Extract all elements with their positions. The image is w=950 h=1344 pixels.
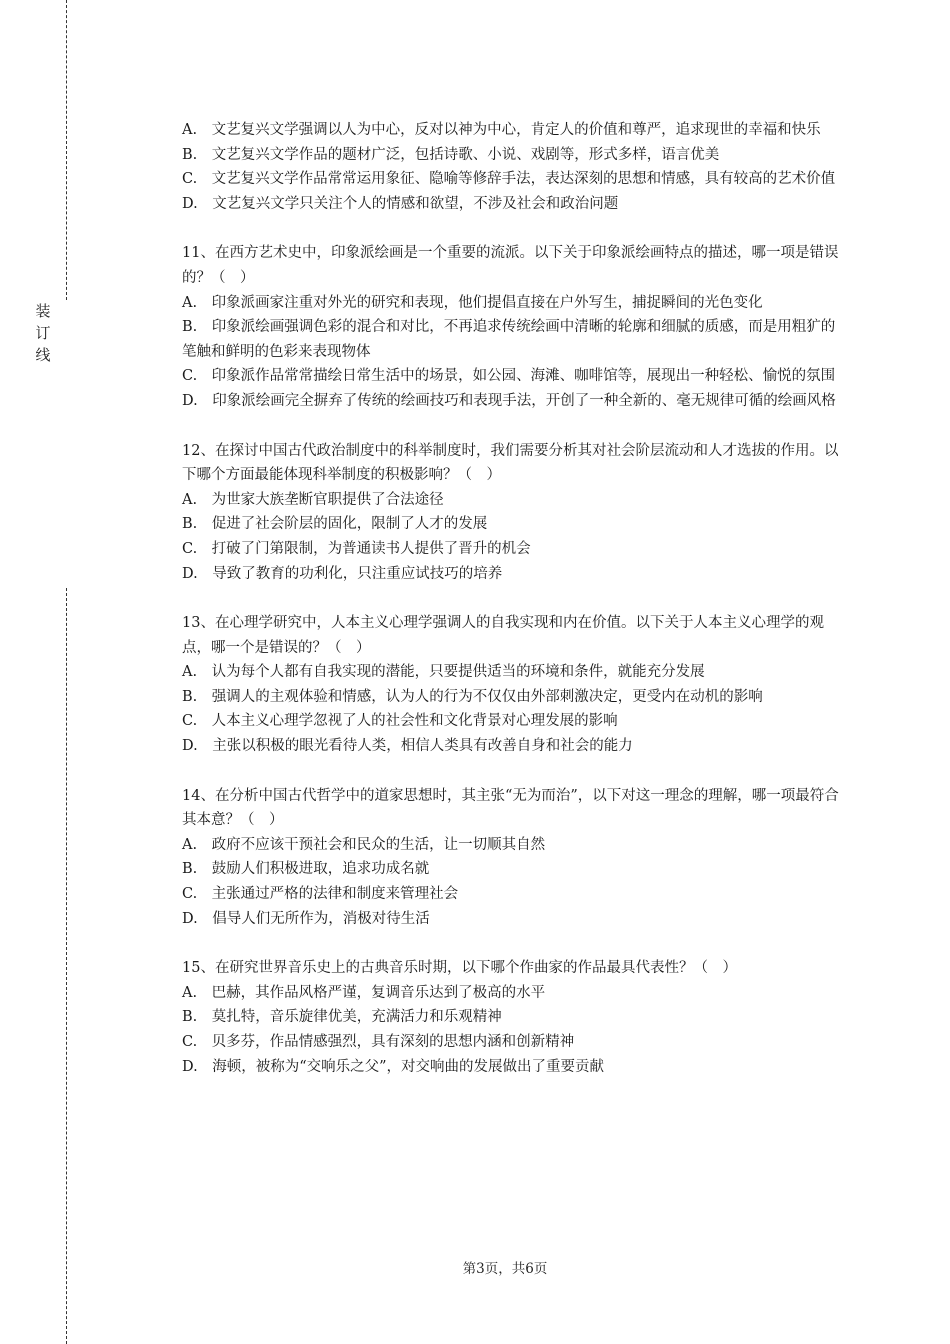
option-b: B. 文艺复兴文学作品的题材广泛，包括诗歌、小说、戏剧等，形式多样，语言优美 xyxy=(182,146,720,163)
option-b: B. 鼓励人们积极进取，追求功成名就 xyxy=(182,861,430,878)
option-b: B. 促进了社会阶层的固化，限制了人才的发展 xyxy=(182,516,488,533)
option-c: C. 印象派作品常常描绘日常生活中的场景，如公园、海滩、咖啡馆等，展现出一种轻松、愉悦的氛围 xyxy=(182,368,836,385)
option-c: C. 贝多芬，作品情感强烈，具有深刻的思想内涵和创新精神 xyxy=(182,1034,575,1050)
question-stem: 12、在探讨中国古代政治制度中的科举制度时，我们需要分析其对社会阶层流动和人才选拔的作用。以下哪个方面最能体现科举制度的积极影响？（ ） xyxy=(182,442,839,484)
option-d: D. 海顿，被称为“交响乐之父”，对交响曲的发展做出了重要贡献 xyxy=(182,1058,605,1075)
option-d: D. 文艺复兴文学只关注个人的情感和欲望，不涉及社会和政治问题 xyxy=(182,195,619,212)
question-12 xyxy=(182,439,847,587)
option-b: B. 强调人的主观体验和情感，认为人的行为不仅仅由外部刺激决定，更受内在动机的影响 xyxy=(182,688,763,705)
binding-label-char: 装 xyxy=(35,302,51,320)
option-b: B. 印象派绘画强调色彩的混合和对比，不再追求传统绘画中清晰的轮廓和细腻的质感，而是用粗犷的笔触和鲜明的色彩来表现物体 xyxy=(182,319,836,360)
option-a: A. 巴赫，其作品风格严谨，复调音乐达到了极高的水平 xyxy=(182,984,546,1001)
page-number: 第3页，共6页 xyxy=(462,1261,548,1277)
binding-line-bottom xyxy=(66,588,67,1344)
question-stem: 15、在研究世界音乐史上的古典音乐时期，以下哪个作曲家的作品最具代表性？（ ） xyxy=(182,960,737,977)
question-stem: 11、在西方艺术史中，印象派绘画是一个重要的流派。以下关于印象派绘画特点的描述，哪一项是错误的？（ ） xyxy=(182,245,839,286)
option-d: D. 主张以积极的眼光看待人类，相信人类具有改善自身和社会的能力 xyxy=(182,738,633,755)
binding-line-top xyxy=(66,0,67,300)
option-c: C. 人本主义心理学忽视了人的社会性和文化背景对心理发展的影响 xyxy=(182,713,618,730)
option-c: C. 主张通过严格的法律和制度来管理社会 xyxy=(182,886,459,903)
option-b: B. 莫扎特，音乐旋律优美，充满活力和乐观精神 xyxy=(182,1009,502,1026)
option-a: A. 文艺复兴文学强调以人为中心，反对以神为中心，肯定人的价值和尊严，追求现世的幸福和快乐 xyxy=(182,122,821,138)
binding-label xyxy=(33,300,53,366)
option-d: D. 印象派绘画完全摒弃了传统的绘画技巧和表现手法，开创了一种全新的、毫无规律可循的绘画风格 xyxy=(182,392,836,409)
option-c: C. 打破了门第限制，为普通读书人提供了晋升的机会 xyxy=(182,540,531,557)
question-13 xyxy=(182,611,847,759)
option-d: D. 导致了教育的功利化，只注重应试技巧的培养 xyxy=(182,565,503,582)
option-a: A. 为世家大族垄断官职提供了合法途径 xyxy=(182,491,444,508)
option-a: A. 政府不应该干预社会和民众的生活，让一切顺其自然 xyxy=(182,836,546,853)
question-content xyxy=(182,118,847,1079)
question-11 xyxy=(182,241,847,413)
option-a: A. 印象派画家注重对外光的研究和表现，他们提倡直接在户外写生，捕捉瞬间的光色变化 xyxy=(182,294,763,311)
prev-question-options xyxy=(182,118,847,216)
question-stem: 13、在心理学研究中，人本主义心理学强调人的自我实现和内在价值。以下关于人本主义心理学的观点，哪一个是错误的？（ ） xyxy=(182,615,824,656)
question-15 xyxy=(182,956,847,1079)
binding-label-char: 线 xyxy=(35,346,51,364)
binding-label-char: 订 xyxy=(35,324,51,342)
option-a: A. 认为每个人都有自我实现的潜能，只要提供适当的环境和条件，就能充分发展 xyxy=(182,664,705,681)
option-c: C. 文艺复兴文学作品常常运用象征、隐喻等修辞手法，表达深刻的思想和情感，具有较高的艺术价值 xyxy=(182,171,836,188)
question-stem: 14、在分析中国古代哲学中的道家思想时，其主张“无为而治”，以下对这一理念的理解，哪一项最符合其本意？（ ） xyxy=(182,787,839,829)
option-d: D. 倡导人们无所作为，消极对待生活 xyxy=(182,910,430,927)
question-14 xyxy=(182,784,847,932)
